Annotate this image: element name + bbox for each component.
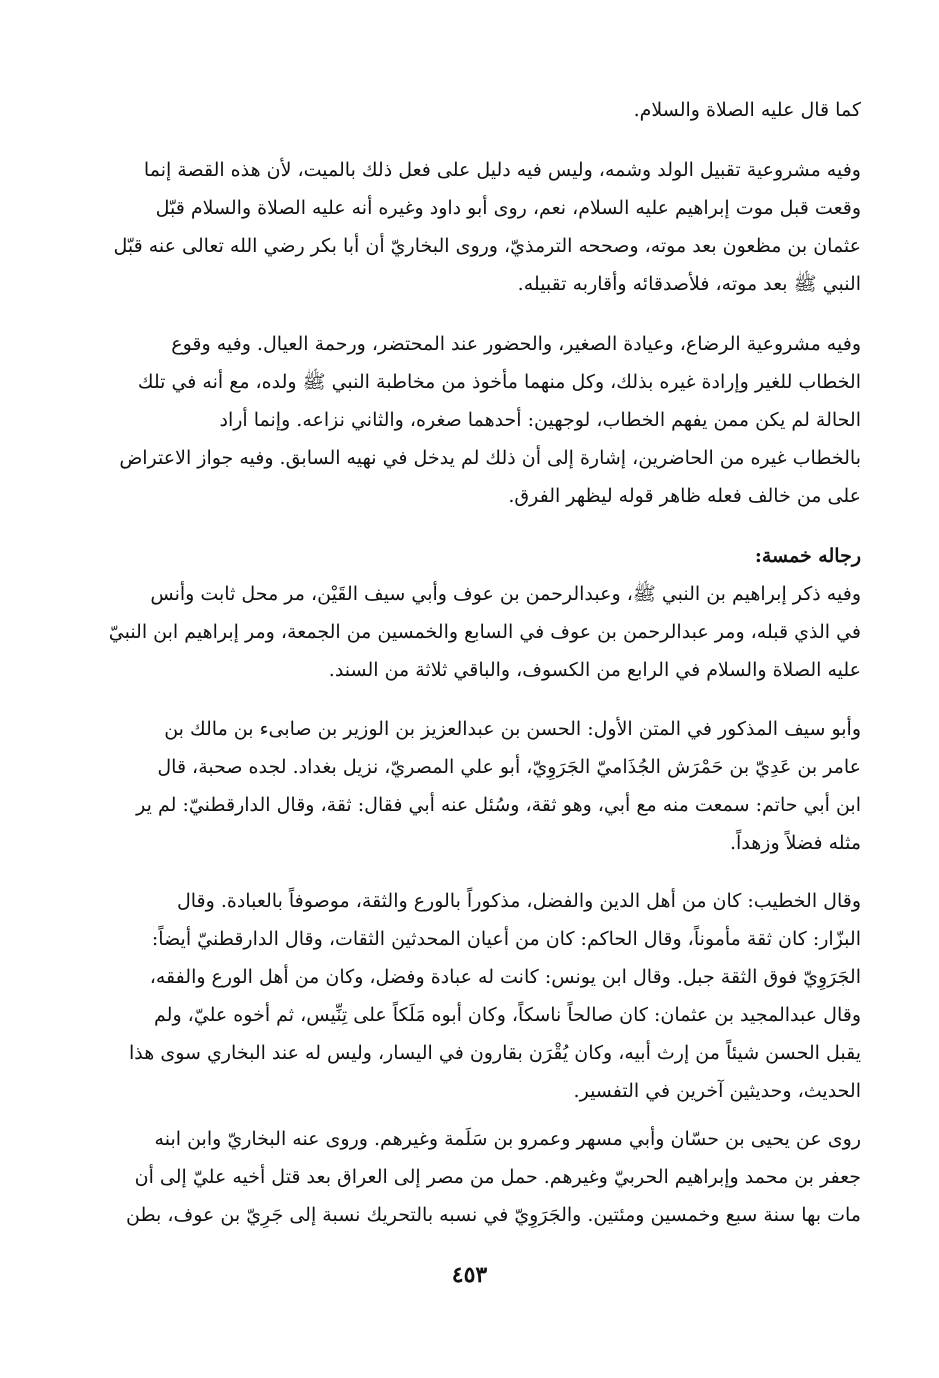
text-line: الحالة لم يكن ممن يفهم الخطاب، لوجهين: أحدهما صغره، والثاني نزاعه. وإنما أراد: [219, 409, 861, 431]
paragraph-3: [78, 325, 861, 515]
text-line: جعفر بن محمد وإبراهيم الحربيّ وغيرهم. حمل من مصر إلى العراق بعد قتل أخيه عليّ إلى أن: [134, 1166, 861, 1188]
page-number: ٤٥٣: [451, 1262, 488, 1288]
text-line: الخطاب للغير وإرادة غيره بذلك، وكل منهما مأخوذ من مخاطبة النبي ﷺ ولده، مع أنه في تلك: [137, 371, 861, 393]
paragraph-7: [78, 1120, 861, 1234]
text-line: على من خالف فعله ظاهر قوله ليظهر الفرق.: [508, 485, 861, 507]
text-line: عثمان بن مظعون بعد موته، وصححه الترمذيّ، وروى البخاريّ أن أبا بكر رضي الله تعالى عنه قبّل: [113, 235, 861, 257]
text-line: مثله فضلاً وزهداً.: [729, 832, 861, 854]
text-line: النبي ﷺ بعد موته، فلأصدقائه وأقاربه تقبيله.: [517, 273, 861, 295]
text-line: كما قال عليه الصلاة والسلام.: [633, 99, 861, 121]
text-line: البزّار: كان ثقة مأموناً، وقال الحاكم: كان من أعيان المحدثين الثقات، وقال الدارقطنيّ أيضاً:: [151, 928, 861, 950]
text-line: وقال الخطيب: كان من أهل الدين والفضل، مذكوراً بالورع والثقة، موصوفاً بالعبادة. وقال: [176, 890, 861, 912]
text-line: الجَرَوِيّ فوق الثقة جبل. وقال ابن يونس: كانت له عبادة وفضل، وكان من أهل الورع والفقه،: [149, 966, 861, 988]
text-line: روى عن يحيى بن حسّان وأبي مسهر وعمرو بن سَلَمة وغيرهم. وروى عنه البخاريّ وابن ابنه: [154, 1128, 861, 1150]
text-line: وفيه ذكر إبراهيم بن النبي ﷺ، وعبدالرحمن بن عوف وأبي سيف القَيْن، مر محل ثابت وأنس: [150, 583, 861, 605]
paragraph-6: [78, 882, 861, 1110]
text-line: عامر بن عَدِيّ بن حَمْرَش الجُذَاميّ الجَرَوِيّ، أبو علي المصريّ، نزيل بغداد. لجده صحبة، قال: [157, 756, 861, 778]
text-line: وفيه مشروعية تقبيل الولد وشمه، وليس فيه دليل على فعل ذلك بالميت، لأن هذه القصة إنما: [143, 159, 861, 181]
text-line: مات بها سنة سبع وخمسين ومئتين. والجَرَوِيّ في نسبه بالتحريك نسبة إلى جَرِيّ بن عوف، بطن: [126, 1204, 861, 1226]
section-heading: رجاله خمسة:: [754, 545, 861, 567]
paragraph-1: [78, 91, 861, 129]
paragraph-4: [78, 537, 861, 689]
text-line: وقال عبدالمجيد بن عثمان: كان صالحاً ناسكاً، وكان أبوه مَلَكاً على تِنِّيس، ثم أخوه عليّ، ولم: [154, 1004, 861, 1026]
text-line: ابن أبي حاتم: سمعت منه مع أبي، وهو ثقة، وسُئل عنه أبي فقال: ثقة، وقال الدارقطنيّ: لم ير: [136, 794, 861, 816]
paragraph-5: [78, 710, 861, 862]
text-line: بالخطاب غيره من الحاضرين، إشارة إلى أن ذلك لم يدخل في نهيه السابق. وفيه جواز الاعتراض: [119, 447, 861, 469]
text-line: وأبو سيف المذكور في المتن الأول: الحسن بن عبدالعزيز بن الوزير بن صابىء بن مالك بن: [164, 718, 861, 740]
text-line: يقبل الحسن شيئاً من إرث أبيه، وكان يُقْرَن بقارون في اليسار، وليس له عند البخاري سوى هذا: [129, 1042, 861, 1064]
paragraph-2: [78, 151, 861, 303]
text-line: عليه الصلاة والسلام في الرابع من الكسوف، والباقي ثلاثة من السند.: [328, 659, 861, 681]
text-line: في الذي قبله، ومر عبدالرحمن بن عوف في السابع والخمسين من الجمعة، ومر إبراهيم ابن النبيّ: [108, 621, 861, 643]
text-line: وفيه مشروعية الرضاع، وعيادة الصغير، والحضور عند المحتضر، ورحمة العيال. وفيه وقوع: [171, 333, 861, 355]
text-line: وقعت قبل موت إبراهيم عليه السلام، نعم، روى أبو داود وغيره أنه عليه الصلاة والسلام قبّل: [155, 197, 861, 219]
text-line: الحديث، وحديثين آخرين في التفسير.: [573, 1080, 861, 1102]
